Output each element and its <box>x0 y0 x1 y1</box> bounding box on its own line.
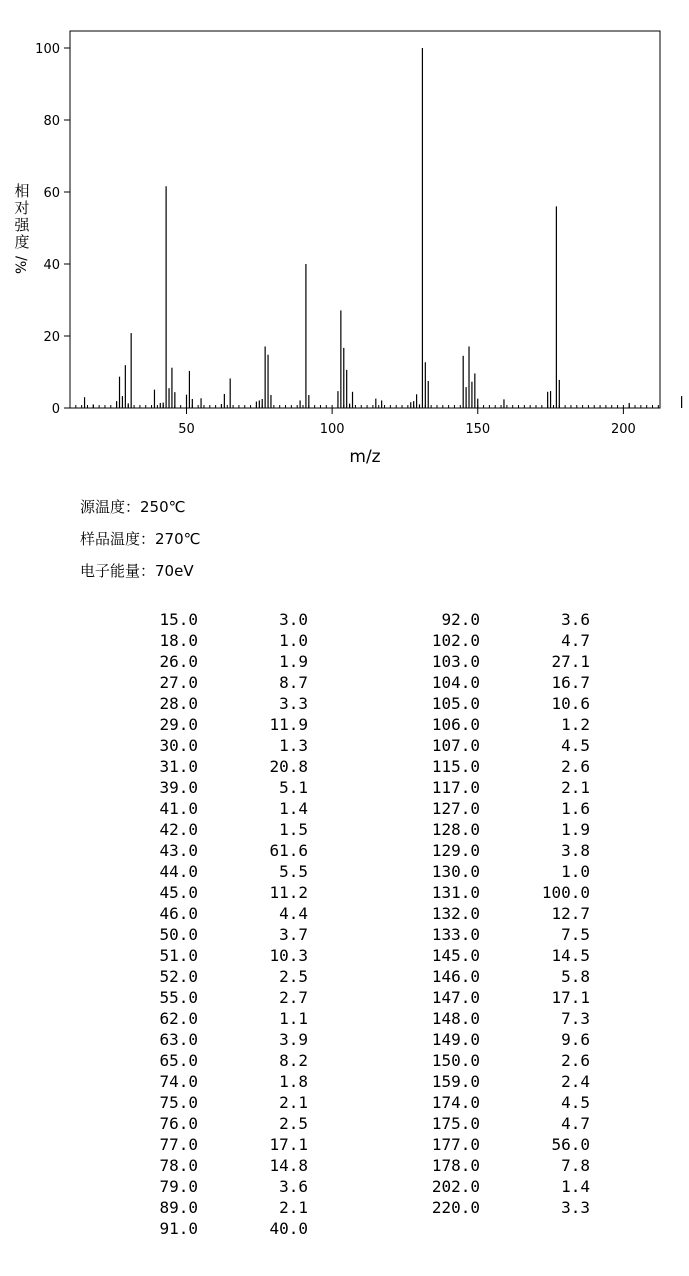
intensity-value: 5.5 <box>279 862 308 881</box>
intensity-value: 61.6 <box>269 841 308 860</box>
intensity-value: 3.6 <box>561 610 590 629</box>
intensity-value: 2.6 <box>561 1051 590 1070</box>
mz-value: 147.0 <box>431 988 480 1007</box>
mz-value: 31.0 <box>159 757 198 776</box>
intensity-value: 8.2 <box>279 1051 308 1070</box>
table-row <box>150 756 308 777</box>
table-row <box>424 819 590 840</box>
table-row <box>424 861 590 882</box>
peak-table-right <box>424 609 590 1218</box>
condition-electron-energy <box>80 560 194 581</box>
intensity-value: 2.5 <box>279 1114 308 1133</box>
y-label-unit: %/ <box>14 255 30 275</box>
intensity-value: 1.8 <box>279 1072 308 1091</box>
intensity-value: 2.6 <box>561 757 590 776</box>
x-axis-ticks <box>178 408 689 437</box>
x-tick-label: 150 <box>465 422 491 437</box>
intensity-value: 12.7 <box>551 904 590 923</box>
y-label-char: 强 <box>14 216 30 234</box>
condition-source-temp <box>80 496 186 517</box>
table-row <box>150 987 308 1008</box>
mz-value: 18.0 <box>159 631 198 650</box>
table-row <box>424 630 590 651</box>
peak-table-left <box>150 609 308 1239</box>
y-label-char: 度 <box>14 233 30 251</box>
table-row <box>424 1071 590 1092</box>
y-axis-ticks <box>35 42 70 417</box>
mz-value: 103.0 <box>431 652 480 671</box>
mz-value: 178.0 <box>431 1156 480 1175</box>
intensity-value: 5.1 <box>279 778 308 797</box>
y-tick-label: 40 <box>43 258 60 273</box>
intensity-value: 4.7 <box>561 1114 590 1133</box>
mz-value: 91.0 <box>159 1219 198 1238</box>
mz-value: 26.0 <box>159 652 198 671</box>
table-row <box>424 1113 590 1134</box>
x-axis-label: m/z <box>349 447 381 467</box>
table-row <box>424 1008 590 1029</box>
mz-value: 52.0 <box>159 967 198 986</box>
table-row <box>424 966 590 987</box>
intensity-value: 2.1 <box>561 778 590 797</box>
mz-value: 177.0 <box>431 1135 480 1154</box>
table-row <box>150 1218 308 1239</box>
mz-value: 63.0 <box>159 1030 198 1049</box>
mz-value: 128.0 <box>431 820 480 839</box>
table-row <box>424 714 590 735</box>
intensity-value: 2.7 <box>279 988 308 1007</box>
mz-value: 159.0 <box>431 1072 480 1091</box>
mz-value: 41.0 <box>159 799 198 818</box>
table-row <box>150 735 308 756</box>
intensity-value: 2.4 <box>561 1072 590 1091</box>
intensity-value: 7.8 <box>561 1156 590 1175</box>
mz-value: 117.0 <box>431 778 480 797</box>
table-row <box>150 1155 308 1176</box>
condition-value: 250℃ <box>140 498 186 516</box>
mz-value: 174.0 <box>431 1093 480 1112</box>
table-row <box>150 777 308 798</box>
table-row <box>424 924 590 945</box>
table-row <box>150 1092 308 1113</box>
mz-value: 104.0 <box>431 673 480 692</box>
table-row <box>150 840 308 861</box>
y-label-char: 对 <box>14 199 30 217</box>
x-tick-label: 200 <box>610 422 636 437</box>
mz-value: 131.0 <box>431 883 480 902</box>
intensity-value: 14.8 <box>269 1156 308 1175</box>
table-row <box>424 777 590 798</box>
intensity-value: 1.0 <box>279 631 308 650</box>
intensity-value: 3.8 <box>561 841 590 860</box>
intensity-value: 5.8 <box>561 967 590 986</box>
mz-value: 77.0 <box>159 1135 198 1154</box>
mz-value: 79.0 <box>159 1177 198 1196</box>
intensity-value: 3.7 <box>279 925 308 944</box>
table-row <box>150 630 308 651</box>
mz-value: 30.0 <box>159 736 198 755</box>
intensity-value: 7.3 <box>561 1009 590 1028</box>
mz-value: 175.0 <box>431 1114 480 1133</box>
condition-label: 样品温度： <box>80 530 156 548</box>
mz-value: 145.0 <box>431 946 480 965</box>
table-row <box>424 1029 590 1050</box>
mz-value: 51.0 <box>159 946 198 965</box>
x-tick-label: 50 <box>178 422 195 437</box>
table-row <box>424 672 590 693</box>
intensity-value: 7.5 <box>561 925 590 944</box>
intensity-value: 100.0 <box>541 883 590 902</box>
intensity-value: 11.9 <box>269 715 308 734</box>
y-label-char: 相 <box>14 182 30 200</box>
intensity-value: 17.1 <box>551 988 590 1007</box>
plot-frame <box>70 31 660 408</box>
mz-value: 102.0 <box>431 631 480 650</box>
mz-value: 42.0 <box>159 820 198 839</box>
mz-value: 132.0 <box>431 904 480 923</box>
y-tick-label: 20 <box>43 330 60 345</box>
intensity-value: 1.0 <box>561 862 590 881</box>
mz-value: 44.0 <box>159 862 198 881</box>
y-axis-label <box>14 182 30 274</box>
mz-value: 146.0 <box>431 967 480 986</box>
intensity-value: 20.8 <box>269 757 308 776</box>
table-row <box>424 651 590 672</box>
intensity-value: 14.5 <box>551 946 590 965</box>
table-row <box>424 693 590 714</box>
mz-value: 129.0 <box>431 841 480 860</box>
table-row <box>424 840 590 861</box>
table-row <box>150 1050 308 1071</box>
table-row <box>150 945 308 966</box>
mz-value: 45.0 <box>159 883 198 902</box>
table-row <box>150 819 308 840</box>
table-row <box>150 1197 308 1218</box>
mz-value: 15.0 <box>159 610 198 629</box>
table-row <box>424 903 590 924</box>
mz-value: 127.0 <box>431 799 480 818</box>
mz-value: 39.0 <box>159 778 198 797</box>
intensity-value: 2.1 <box>279 1198 308 1217</box>
table-row <box>150 966 308 987</box>
mz-value: 55.0 <box>159 988 198 1007</box>
table-row <box>150 672 308 693</box>
table-row <box>424 1092 590 1113</box>
mz-value: 76.0 <box>159 1114 198 1133</box>
mz-value: 27.0 <box>159 673 198 692</box>
intensity-value: 17.1 <box>269 1135 308 1154</box>
table-row <box>150 1008 308 1029</box>
intensity-value: 8.7 <box>279 673 308 692</box>
table-row <box>424 1050 590 1071</box>
mz-value: 43.0 <box>159 841 198 860</box>
table-row <box>150 1134 308 1155</box>
intensity-value: 1.5 <box>279 820 308 839</box>
intensity-value: 3.6 <box>279 1177 308 1196</box>
intensity-value: 16.7 <box>551 673 590 692</box>
condition-label: 源温度： <box>80 498 141 516</box>
intensity-value: 2.1 <box>279 1093 308 1112</box>
table-row <box>150 924 308 945</box>
mz-value: 29.0 <box>159 715 198 734</box>
y-tick-label: 100 <box>35 42 60 57</box>
mz-value: 105.0 <box>431 694 480 713</box>
intensity-value: 1.9 <box>561 820 590 839</box>
intensity-value: 3.3 <box>279 694 308 713</box>
intensity-value: 1.2 <box>561 715 590 734</box>
table-row <box>424 945 590 966</box>
mz-value: 149.0 <box>431 1030 480 1049</box>
mz-value: 115.0 <box>431 757 480 776</box>
table-row <box>424 987 590 1008</box>
mz-value: 46.0 <box>159 904 198 923</box>
table-row <box>424 1176 590 1197</box>
mz-value: 28.0 <box>159 694 198 713</box>
table-row <box>424 735 590 756</box>
mz-value: 92.0 <box>441 610 480 629</box>
table-row <box>424 1197 590 1218</box>
table-row <box>150 1176 308 1197</box>
table-row <box>150 861 308 882</box>
table-row <box>424 1155 590 1176</box>
intensity-value: 3.0 <box>279 610 308 629</box>
table-row <box>150 714 308 735</box>
mz-value: 202.0 <box>431 1177 480 1196</box>
mz-value: 150.0 <box>431 1051 480 1070</box>
table-row <box>150 798 308 819</box>
table-row <box>424 1134 590 1155</box>
peak-bars <box>85 48 682 408</box>
condition-value: 70eV <box>155 562 194 580</box>
mz-value: 62.0 <box>159 1009 198 1028</box>
table-row <box>150 1071 308 1092</box>
table-row <box>150 1113 308 1134</box>
intensity-value: 1.4 <box>561 1177 590 1196</box>
mz-value: 50.0 <box>159 925 198 944</box>
table-row <box>150 609 308 630</box>
table-row <box>150 903 308 924</box>
mz-value: 220.0 <box>431 1198 480 1217</box>
table-row <box>150 651 308 672</box>
mz-value: 65.0 <box>159 1051 198 1070</box>
condition-value: 270℃ <box>155 530 201 548</box>
intensity-value: 4.4 <box>279 904 308 923</box>
intensity-value: 1.4 <box>279 799 308 818</box>
intensity-value: 56.0 <box>551 1135 590 1154</box>
mz-value: 130.0 <box>431 862 480 881</box>
x-tick-label: 100 <box>319 422 345 437</box>
intensity-value: 3.9 <box>279 1030 308 1049</box>
y-tick-label: 80 <box>43 114 60 129</box>
intensity-value: 3.3 <box>561 1198 590 1217</box>
condition-sample-temp <box>80 528 201 549</box>
mass-spectrum-chart <box>0 0 689 480</box>
mz-value: 148.0 <box>431 1009 480 1028</box>
intensity-value: 4.7 <box>561 631 590 650</box>
mz-value: 133.0 <box>431 925 480 944</box>
intensity-value: 40.0 <box>269 1219 308 1238</box>
intensity-value: 10.6 <box>551 694 590 713</box>
table-row <box>150 693 308 714</box>
mz-value: 89.0 <box>159 1198 198 1217</box>
intensity-value: 1.3 <box>279 736 308 755</box>
mz-value: 106.0 <box>431 715 480 734</box>
intensity-value: 2.5 <box>279 967 308 986</box>
condition-label: 电子能量： <box>80 562 156 580</box>
mz-value: 75.0 <box>159 1093 198 1112</box>
table-row <box>150 1029 308 1050</box>
intensity-value: 4.5 <box>561 736 590 755</box>
table-row <box>424 798 590 819</box>
intensity-value: 4.5 <box>561 1093 590 1112</box>
table-row <box>150 882 308 903</box>
y-tick-label: 60 <box>43 186 60 201</box>
intensity-value: 10.3 <box>269 946 308 965</box>
intensity-value: 11.2 <box>269 883 308 902</box>
intensity-value: 1.9 <box>279 652 308 671</box>
y-tick-label: 0 <box>51 402 60 417</box>
table-row <box>424 882 590 903</box>
intensity-value: 9.6 <box>561 1030 590 1049</box>
intensity-value: 1.6 <box>561 799 590 818</box>
table-row <box>424 609 590 630</box>
table-row <box>424 756 590 777</box>
mz-value: 78.0 <box>159 1156 198 1175</box>
mz-value: 107.0 <box>431 736 480 755</box>
intensity-value: 1.1 <box>279 1009 308 1028</box>
intensity-value: 27.1 <box>551 652 590 671</box>
mz-value: 74.0 <box>159 1072 198 1091</box>
